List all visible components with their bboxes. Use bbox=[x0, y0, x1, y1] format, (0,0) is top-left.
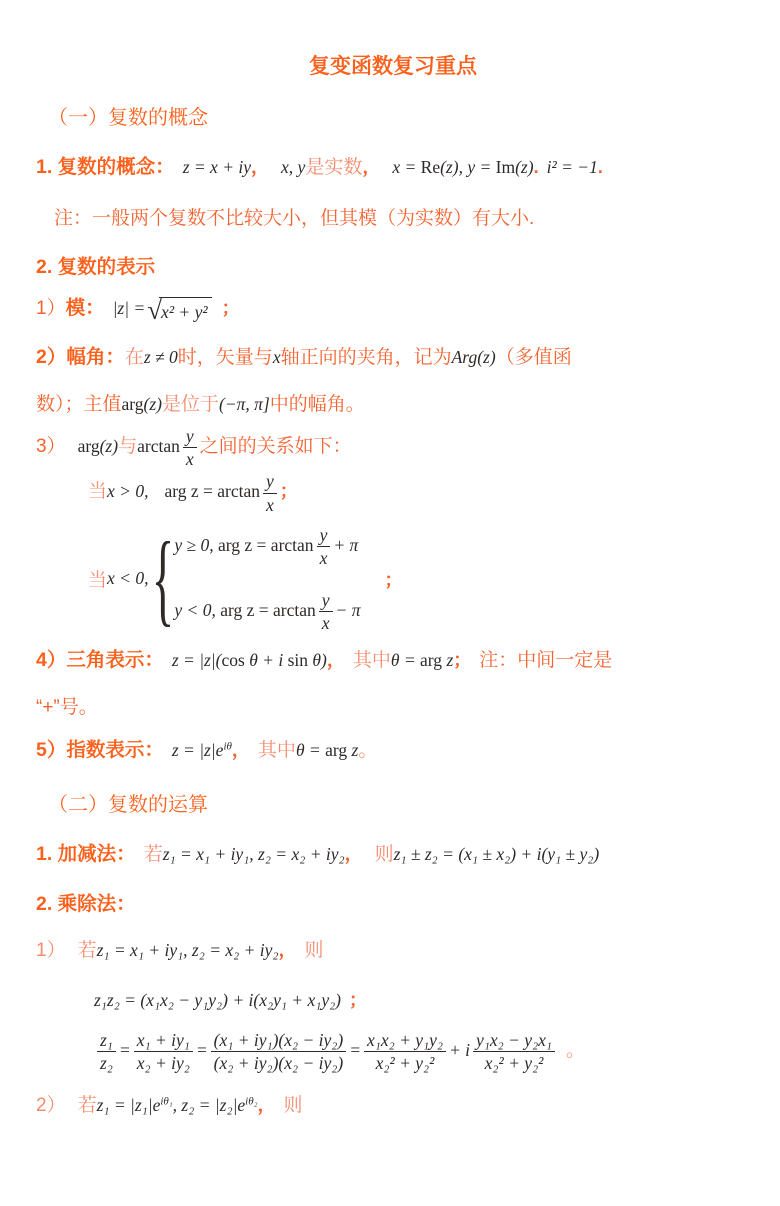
fraction-denominator: x₂ + iy₂ bbox=[136, 1052, 190, 1073]
cn-text: 是实数 bbox=[305, 157, 363, 178]
left-brace: { bbox=[152, 521, 175, 637]
cn-text: 在 bbox=[124, 347, 144, 368]
sqrt-radical bbox=[147, 294, 211, 325]
math-expr: (z) bbox=[99, 436, 119, 457]
math-expr: + i bbox=[449, 1039, 471, 1060]
fraction-numerator: x₁ + iy₁ bbox=[134, 1030, 193, 1052]
modulus-label: 模： bbox=[65, 297, 105, 320]
math-expr: (z) bbox=[143, 393, 163, 414]
line-complex-definition bbox=[36, 154, 750, 182]
math-expr: arg z = arctan bbox=[220, 599, 316, 620]
cn-text: 若 bbox=[143, 843, 163, 865]
math-expr: (z), y = bbox=[440, 157, 496, 177]
item-number: 2） bbox=[36, 1095, 66, 1117]
math-expr: z ≠ 0 bbox=[143, 347, 178, 367]
fraction-denominator: x bbox=[321, 613, 330, 634]
fraction-numerator: y bbox=[319, 590, 333, 612]
fraction-numerator: y₁x₂ − y₂x₁ bbox=[473, 1030, 555, 1052]
cn-text: 其中 bbox=[352, 650, 391, 672]
punctuation: ， bbox=[231, 740, 250, 761]
math-expr: (−π, π] bbox=[219, 393, 270, 414]
math-expr: z₁z₂ = (x₁x₂ − y₁y₂) + i(x₂y₁ + x₁y₂) bbox=[94, 990, 342, 1011]
math-func: arg bbox=[325, 740, 352, 761]
section-2-heading: （二）复数的运算 bbox=[48, 793, 208, 816]
math-expr: y < 0, bbox=[174, 599, 221, 620]
cn-text: 时，矢量与 bbox=[177, 347, 273, 368]
item-number: 1） bbox=[36, 298, 66, 320]
line-muldiv-exponential-intro bbox=[36, 1093, 750, 1120]
cn-text: 则 bbox=[304, 939, 324, 961]
punctuation: ， bbox=[326, 650, 345, 671]
math-expr: z bbox=[446, 650, 454, 671]
fraction-numerator: y bbox=[263, 471, 277, 493]
fraction bbox=[263, 471, 277, 514]
fraction-denominator: (x₂ + iy₂)(x₂ − iy₂) bbox=[213, 1052, 344, 1073]
math-func: arg bbox=[121, 393, 144, 414]
case-row-y-nonnegative bbox=[174, 525, 360, 568]
cn-text: 若 bbox=[77, 1095, 97, 1117]
line-argument-2 bbox=[36, 392, 750, 419]
line-muldiv-cartesian-intro bbox=[36, 938, 750, 965]
math-expr: z = |z| bbox=[171, 740, 216, 761]
cn-text: 其中 bbox=[257, 740, 296, 762]
cn-text: 则 bbox=[374, 843, 394, 865]
cn-text: 是位于 bbox=[162, 393, 220, 415]
math-expr: i² = −1 bbox=[546, 157, 598, 177]
math-expr: x > 0, bbox=[107, 481, 149, 502]
punctuation: . bbox=[533, 157, 539, 177]
definition-label: 1. 复数的概念： bbox=[36, 156, 175, 178]
line-add-subtract bbox=[36, 841, 750, 869]
math-expr: arg z = arctan bbox=[164, 481, 261, 502]
line-quotient-formula bbox=[36, 1030, 750, 1073]
math-func: sin bbox=[287, 650, 309, 671]
case-row-y-negative bbox=[174, 590, 360, 633]
math-expr: + π bbox=[333, 534, 359, 555]
math-superscript: iθ bbox=[223, 741, 232, 754]
radicand: x² + y² bbox=[159, 297, 212, 325]
math-expr: e bbox=[152, 1095, 161, 1116]
math-expr: z bbox=[351, 740, 359, 761]
math-expr: x < 0, bbox=[107, 568, 149, 589]
fraction-denominator: x bbox=[266, 494, 274, 515]
cn-text: 中的幅角。 bbox=[269, 393, 365, 415]
math-expr: |z| = bbox=[112, 298, 146, 319]
math-expr: θ = bbox=[295, 740, 326, 761]
cn-text: 轴正向的夹角，记为 bbox=[280, 347, 452, 368]
math-superscript: iθ₂ bbox=[245, 1095, 258, 1108]
line-product-formula bbox=[36, 988, 750, 1013]
fraction-denominator: x₂² + y₂² bbox=[484, 1052, 544, 1073]
exp-form-label: 5）指数表示： bbox=[36, 739, 164, 762]
line-case-x-negative bbox=[36, 521, 750, 637]
punctuation: ； bbox=[384, 569, 403, 590]
equals-sign: = bbox=[118, 1039, 131, 1060]
math-func: arg bbox=[420, 650, 447, 671]
fraction bbox=[364, 1030, 446, 1073]
line-trig-form bbox=[36, 647, 750, 675]
math-func: cos bbox=[221, 650, 245, 671]
math-func: Im bbox=[495, 157, 516, 177]
cn-text: （多值函 bbox=[495, 347, 572, 368]
math-expr: − π bbox=[335, 599, 361, 620]
fraction-denominator: x bbox=[185, 449, 194, 470]
subsection-representation-heading: 2. 复数的表示 bbox=[36, 256, 156, 279]
math-expr: θ) bbox=[308, 650, 327, 671]
radical-sign: √ bbox=[147, 294, 163, 325]
fraction-denominator: x bbox=[319, 547, 328, 568]
item-number: 3） bbox=[36, 436, 66, 458]
fraction bbox=[317, 525, 331, 568]
math-expr: x = bbox=[392, 157, 421, 177]
equals-sign: = bbox=[349, 1039, 362, 1060]
cn-text: 之间的关系如下： bbox=[199, 436, 352, 458]
fraction-denominator: x₂² + y₂² bbox=[375, 1052, 435, 1073]
math-expr: (z) bbox=[515, 157, 534, 177]
cn-text: 若 bbox=[77, 939, 97, 961]
punctuation: 。 bbox=[566, 1039, 586, 1061]
fraction-denominator: z₂ bbox=[100, 1052, 113, 1073]
fraction-numerator: y bbox=[183, 426, 197, 448]
fraction bbox=[319, 590, 333, 633]
cn-text: 数）；主值 bbox=[36, 393, 122, 415]
punctuation: ， bbox=[257, 1095, 276, 1116]
fraction bbox=[183, 426, 197, 469]
doc-title: 复变函数复习重点 bbox=[309, 55, 477, 78]
math-expr: z₁ = |z₁| bbox=[96, 1095, 153, 1116]
line-arg-arctan-relation bbox=[36, 426, 750, 469]
punctuation: ， bbox=[362, 157, 381, 177]
fraction-numerator: z₁ bbox=[97, 1030, 116, 1052]
fraction-numerator: (x₁ + iy₁)(x₂ − iy₂) bbox=[211, 1030, 347, 1052]
section-1-heading: （一）复数的概念 bbox=[48, 107, 208, 129]
punctuation: ， bbox=[344, 843, 363, 864]
case-list bbox=[174, 525, 360, 634]
math-func: arg bbox=[77, 436, 100, 457]
math-expr: , z₂ = |z₂| bbox=[172, 1095, 238, 1116]
math-expr: z = x + iy bbox=[182, 157, 252, 177]
line-trig-form-cont: “+”号。 bbox=[36, 696, 98, 718]
cn-text: 与 bbox=[118, 436, 138, 458]
trig-form-label: 4）三角表示： bbox=[36, 649, 164, 672]
fraction bbox=[211, 1030, 347, 1073]
equals-sign: = bbox=[195, 1039, 208, 1060]
math-func: Re bbox=[420, 157, 441, 177]
math-expr: Arg(z) bbox=[451, 347, 496, 367]
fraction bbox=[134, 1030, 193, 1073]
math-expr: z₁ = x₁ + iy₁, z₂ = x₂ + iy₂ bbox=[96, 939, 279, 960]
punctuation: . bbox=[597, 157, 603, 177]
punctuation: ； bbox=[349, 990, 368, 1011]
punctuation: ； bbox=[221, 298, 240, 319]
math-expr: x bbox=[272, 347, 281, 367]
punctuation: ； bbox=[279, 481, 298, 502]
math-expr: y ≥ 0, bbox=[174, 534, 219, 555]
cn-text: 注：中间一定是 bbox=[479, 650, 613, 672]
add-subtract-label: 1. 加减法： bbox=[36, 842, 136, 865]
subsection-multiply-divide-heading: 2. 乘除法： bbox=[36, 892, 136, 915]
punctuation: ， bbox=[278, 939, 297, 960]
argument-label: 2）幅角： bbox=[36, 346, 125, 368]
math-expr: e bbox=[215, 740, 224, 761]
line-exp-form bbox=[36, 737, 750, 765]
math-expr: z₁ = x₁ + iy₁, z₂ = x₂ + iy₂ bbox=[162, 843, 345, 864]
note-line: 注：一般两个复数不比较大小，但其模（为实数）有大小. bbox=[54, 207, 535, 229]
punctuation: ； bbox=[453, 650, 472, 671]
item-number: 1） bbox=[36, 939, 66, 961]
cn-text: 当 bbox=[88, 570, 108, 592]
line-modulus bbox=[36, 295, 750, 324]
math-expr: arg z = arctan bbox=[218, 534, 314, 555]
cn-text: 当 bbox=[88, 481, 108, 503]
line-case-x-positive bbox=[36, 471, 750, 514]
cn-text: 则 bbox=[283, 1095, 303, 1117]
line-argument-1 bbox=[36, 344, 750, 372]
math-expr: x, y bbox=[281, 157, 306, 177]
math-expr: z = |z|( bbox=[171, 650, 222, 671]
math-expr: θ = bbox=[390, 650, 421, 671]
fraction bbox=[473, 1030, 555, 1073]
fraction bbox=[97, 1030, 116, 1073]
punctuation: ， bbox=[251, 157, 270, 177]
fraction-numerator: y bbox=[317, 525, 331, 547]
fraction-numerator: x₁x₂ + y₁y₂ bbox=[364, 1030, 446, 1052]
math-expr: θ + i bbox=[244, 650, 288, 671]
math-expr: z₁ ± z₂ = (x₁ ± x₂) + i(y₁ ± y₂) bbox=[393, 843, 600, 864]
math-func: arctan bbox=[137, 436, 180, 457]
punctuation: 。 bbox=[358, 740, 378, 762]
math-expr: e bbox=[237, 1095, 246, 1116]
math-superscript: iθ₁ bbox=[160, 1095, 173, 1108]
